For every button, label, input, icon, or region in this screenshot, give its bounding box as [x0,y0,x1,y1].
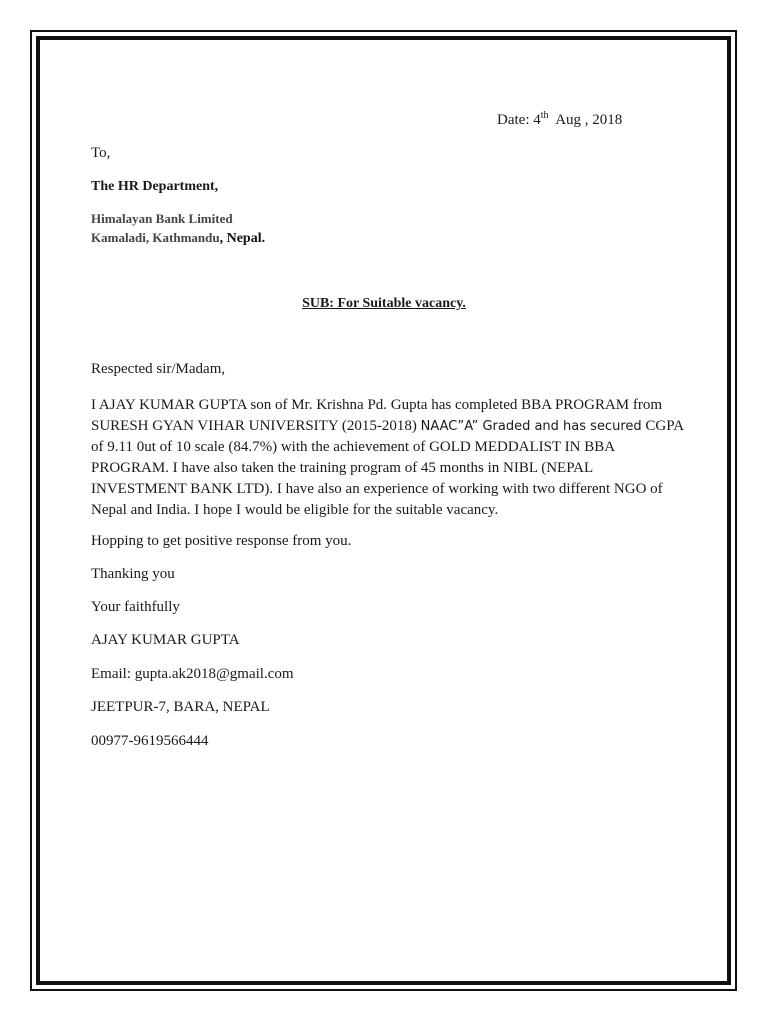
closing-line: Hopping to get positive response from you. [91,533,352,549]
sender-phone: 00977-9619566444 [91,733,209,749]
letter-date: Date: 4th Aug , 2018 [497,110,623,128]
sender-email: Email: gupta.ak2018@gmail.com [91,666,294,682]
recipient-department: The HR Department, [91,179,219,194]
subject-line: SUB: For Suitable vacancy. [302,296,466,311]
thanks-line: Thanking you [91,566,175,582]
recipient-address: Kamaladi, Kathmandu, Nepal. [91,230,266,246]
sender-address: JEETPUR-7, BARA, NEPAL [91,699,270,715]
sign-off: Your faithfully [91,599,180,615]
body-paragraph: I AJAY KUMAR GUPTA son of Mr. Krishna Pd. Gupta has completed BBA PROGRAM from SURESH GYAN VIHAR UNIVERSITY (2015-2018) NAAC”A” Graded and has secured CGPA of 9.11 0ut of 10 scale (84.7%) with the achievement of GOLD MEDDALIST IN BBA PROGRAM. I have also taken the training program of 45 months in NIBL (NEPAL INVESTMENT BANK LTD). I have also an experience of working with two different NGO of Nepal and India. I hope I would be eligible for the suitable vacancy. [91,397,684,518]
date-superscript: th [540,110,549,121]
salutation: Respected sir/Madam, [91,361,226,377]
to-line: To, [91,145,111,161]
sender-name: AJAY KUMAR GUPTA [91,632,240,648]
recipient-organization: Himalayan Bank Limited [91,211,233,226]
recipient-country: , Nepal. [219,231,266,246]
